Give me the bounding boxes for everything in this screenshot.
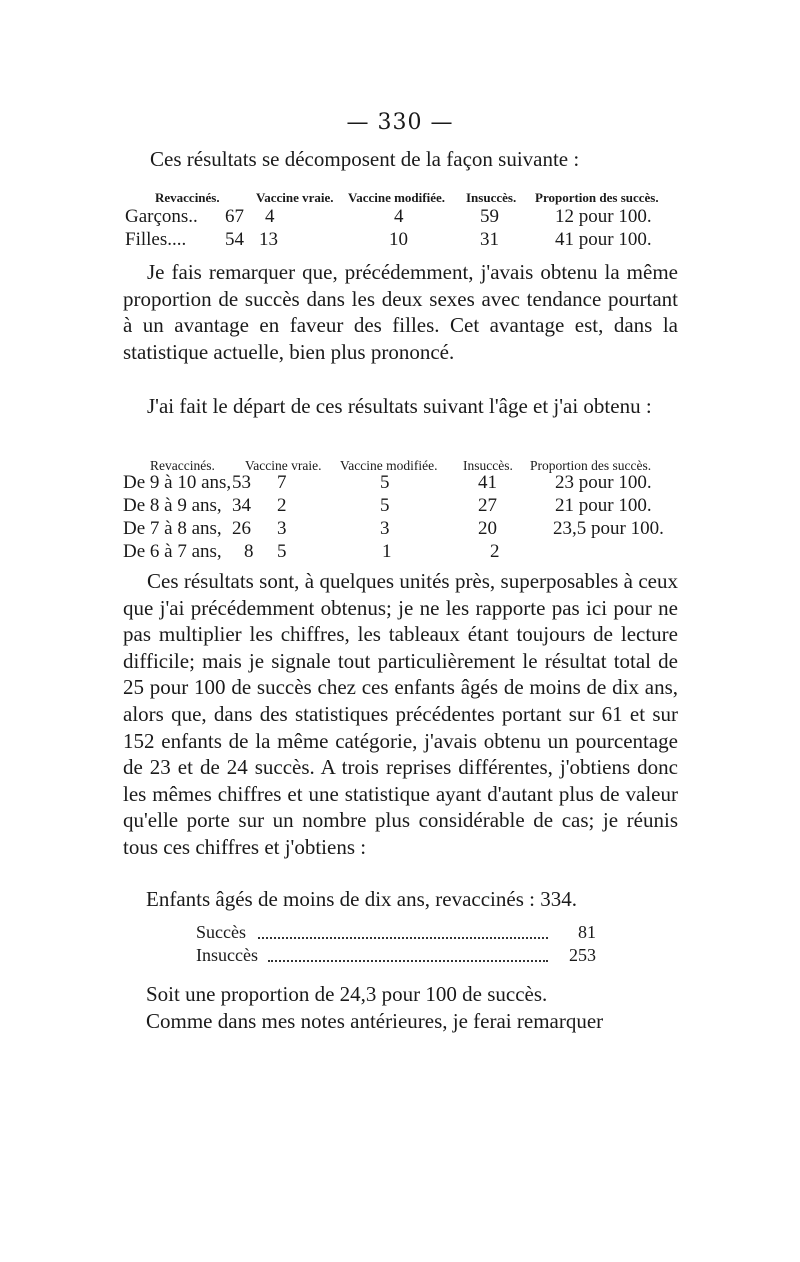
table-cell: 8 xyxy=(244,541,254,562)
table-cell: 21 pour 100. xyxy=(555,495,652,516)
table-header: Revaccinés. xyxy=(155,190,220,205)
paragraph-2: J'ai fait le départ de ces résultats suivant l'âge et j'ai obtenu : xyxy=(147,394,652,418)
table-cell: 26 xyxy=(232,518,251,539)
table-cell: 41 pour 100. xyxy=(555,229,652,250)
table-cell: 3 xyxy=(277,518,287,539)
row-label: De 9 à 10 ans, xyxy=(123,472,232,493)
conclusion-line-1: Soit une proportion de 24,3 pour 100 de succès. xyxy=(146,982,548,1006)
table-cell: 59 xyxy=(480,206,499,227)
table-cell: 4 xyxy=(394,206,404,227)
paragraph-1: Je fais remarquer que, précédemment, j'avais obtenu la même proportion de succès dans les deux sexes avec tendance pourtant à un avantage en faveur des filles. Cet avantage est, dans la statistique actuelle, bien plus prononcé. xyxy=(123,260,678,364)
table-cell: 5 xyxy=(380,472,390,493)
table-cell: 3 xyxy=(380,518,390,539)
dot-leader xyxy=(258,937,548,939)
table-header: Vaccine modifiée. xyxy=(340,458,438,473)
table-header: Vaccine vraie. xyxy=(245,458,322,473)
table-cell: 53 xyxy=(232,472,251,493)
table-cell: 23 pour 100. xyxy=(555,472,652,493)
conclusion-line-2: Comme dans mes notes antérieures, je ferai remarquer xyxy=(146,1009,604,1033)
table-cell: 54 xyxy=(225,229,244,250)
table-cell: 27 xyxy=(478,495,497,516)
row-label: De 7 à 8 ans, xyxy=(123,518,222,539)
totals-value: 81 xyxy=(578,922,596,942)
totals-label: Insuccès xyxy=(196,945,258,965)
totals-value: 253 xyxy=(569,945,596,965)
table-header: Insuccès. xyxy=(466,190,517,205)
row-label: Garçons.. xyxy=(125,206,198,227)
table-cell: 23,5 pour 100. xyxy=(553,518,664,539)
table-cell: 4 xyxy=(265,206,275,227)
table-header: Vaccine vraie. xyxy=(256,190,334,205)
totals-row-success xyxy=(196,922,596,946)
summary-line: Enfants âgés de moins de dix ans, revaccinés : 334. xyxy=(146,887,577,911)
table-cell: 67 xyxy=(225,206,244,227)
table-header: Insuccès. xyxy=(463,458,513,473)
table-cell: 13 xyxy=(259,229,278,250)
paragraph-3: Ces résultats sont, à quelques unités près, superposables à ceux que j'ai précédemment obtenus; je ne les rapporte pas ici pour ne pas multiplier les chiffres, les tableaux étant toujours de lecture difficile; mais je signale tout particulièrement le résultat total de 25 pour 100 de succès chez ces enfants âgés de moins de dix ans, alors que, dans des statistiques précédentes portant sur 61 et sur 152 enfants de la même catégorie, j'avais obtenu un pourcentage de 23 et de 24 succès. A trois reprises différentes, j'obtiens donc les mêmes chiffres et une statistique ayant d'autant plus de valeur qu'elle porte sur un nombre plus considérable de cas; je réunis tous ces chiffres et j'obtiens : xyxy=(123,569,678,859)
table-header: Revaccinés. xyxy=(150,458,215,473)
row-label: De 8 à 9 ans, xyxy=(123,495,222,516)
table-cell: 2 xyxy=(490,541,500,562)
table-cell: 1 xyxy=(382,541,392,562)
table-cell: 10 xyxy=(389,229,408,250)
table-header: Proportion des succès. xyxy=(530,458,652,473)
table-cell: 2 xyxy=(277,495,287,516)
table-header: Proportion des succès. xyxy=(535,190,659,205)
table-cell: 34 xyxy=(232,495,251,516)
totals-label: Succès xyxy=(196,922,246,942)
table-cell: 20 xyxy=(478,518,497,539)
table-cell: 41 xyxy=(478,472,497,493)
dot-leader xyxy=(268,960,548,962)
totals-row-failure xyxy=(196,945,596,969)
table-cell: 31 xyxy=(480,229,499,250)
row-label: De 6 à 7 ans, xyxy=(123,541,222,562)
row-label: Filles.... xyxy=(125,229,187,250)
table-header: Vaccine modifiée. xyxy=(348,190,445,205)
page-number: — 330 — xyxy=(346,110,454,135)
table-cell: 5 xyxy=(277,541,287,562)
intro-line: Ces résultats se décomposent de la façon suivante : xyxy=(150,147,580,171)
table-cell: 5 xyxy=(380,495,390,516)
table-cell: 7 xyxy=(277,472,287,493)
table-cell: 12 pour 100. xyxy=(555,206,652,227)
